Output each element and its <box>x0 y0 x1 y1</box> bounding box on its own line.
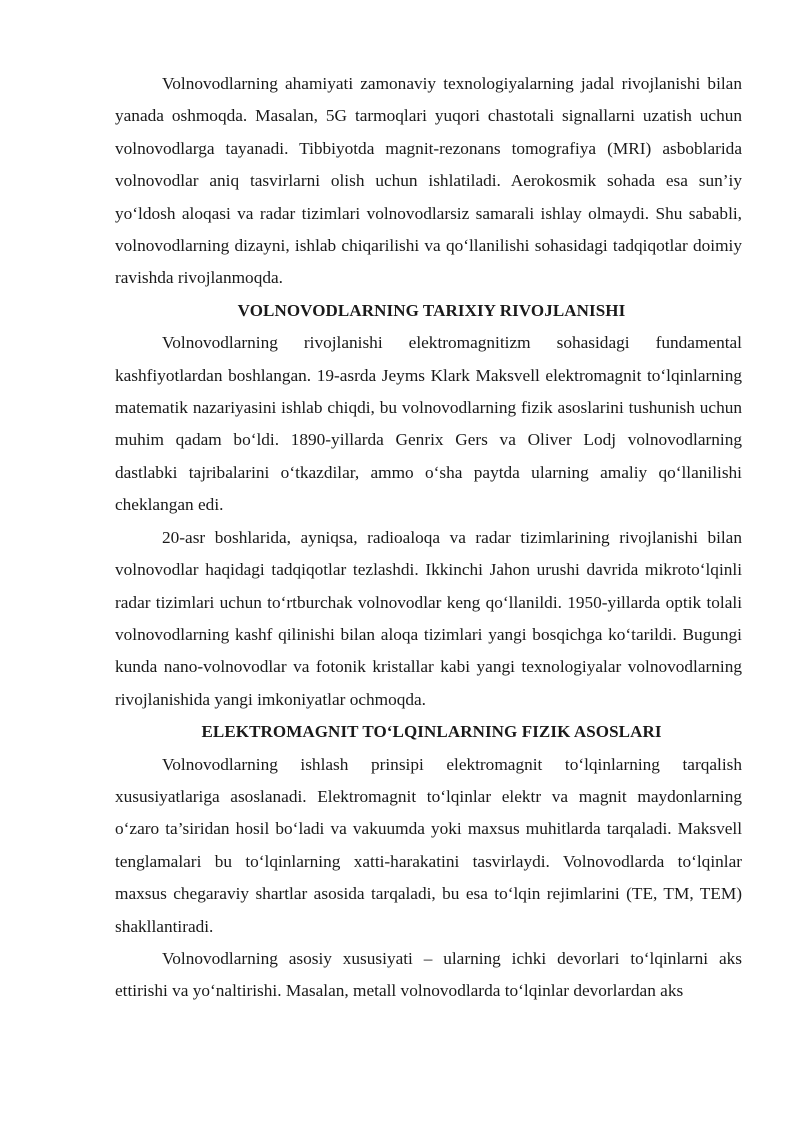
physics-paragraph-1: Volnovodlarning ishlash prinsipi elektromagnit to‘lqinlarning tarqalish xususiyatlariga asoslanadi. Elektromagnit to‘lqinlar elektr va magnit maydonlarning o‘zaro ta’siridan hosil bo‘ladi va vakuumda yoki maxsus muhitlarda tarqaladi. Maksvell tenglamalari bu to‘lqinlarning xatti-harakatini tasvirlaydi. Volnovodlarda to‘lqinlar maxsus chegaraviy shartlar asosida tarqaladi, bu esa to‘lqin rejimlarini (TE, TM, TEM) shakllantiradi. <box>115 754 742 936</box>
history-paragraph-2: 20-asr boshlarida, ayniqsa, radioaloqa va radar tizimlarining rivojlanishi bilan volnovodlar haqidagi tadqiqotlar tezlashdi. Ikkinchi Jahon urushi davrida mikroto‘lqinli radar tizimlari uchun to‘rtburchak volnovodlar keng qo‘llanildi. 1950-yillarda optik tolali volnovodlarning kashf qilinishi bilan aloqa tizimlari yangi bosqichga ko‘tarildi. Bugungi kunda nano-volnovodlar va fotonik kristallar kabi yangi texnologiyalar volnovodlarning rivojlanishida yangi imkoniyatlar ochmoqda. <box>115 527 742 709</box>
section-heading-physics: ELEKTROMAGNIT TO‘LQINLARNING FIZIK ASOSLARI <box>201 722 662 742</box>
section-heading-history: VOLNOVODLARNING TARIXIY RIVOJLANISHI <box>237 300 626 320</box>
history-paragraph-1: Volnovodlarning rivojlanishi elektromagnitizm sohasidagi fundamental kashfiyotlardan boshlangan. 19-asrda Jeyms Klark Maksvell elektromagnit to‘lqinlarning matematik nazariyasini ishlab chiqdi, bu volnovodlarning fizik asoslarini tushunish uchun muhim qadam bo‘ldi. 1890-yillarda Genrix Gers va Oliver Lodj volnovodlarning dastlabki tajribalarini o‘tkazdilar, ammo o‘sha paytda ularning amaliy qo‘llanilishi cheklangan edi. <box>115 333 742 515</box>
physics-paragraph-2: Volnovodlarning asosiy xususiyati – ularning ichki devorlari to‘lqinlarni aks ettirishi va yo‘naltirishi. Masalan, metall volnovodlarda to‘lqinlar devorlardan aks <box>115 948 742 1001</box>
intro-paragraph: Volnovodlarning ahamiyati zamonaviy texnologiyalarning jadal rivojlanishi bilan yanada oshmoqda. Masalan, 5G tarmoqlari yuqori chastotali signallarni uzatish uchun volnovodlarga tayanadi. Tibbiyotda magnit-rezonans tomografiya (MRI) asboblarida volnovodlar aniq tasvirlarni olish uchun ishlatiladi. Aerokosmik sohada esa sun’iy yo‘ldosh aloqasi va radar tizimlari volnovodlarsiz samarali ishlay olmaydi. Shu sababli, volnovodlarning dizayni, ishlab chiqarilishi va qo‘llanilishi sohasidagi tadqiqotlar doimiy ravishda rivojlanmoqda. <box>115 74 742 288</box>
